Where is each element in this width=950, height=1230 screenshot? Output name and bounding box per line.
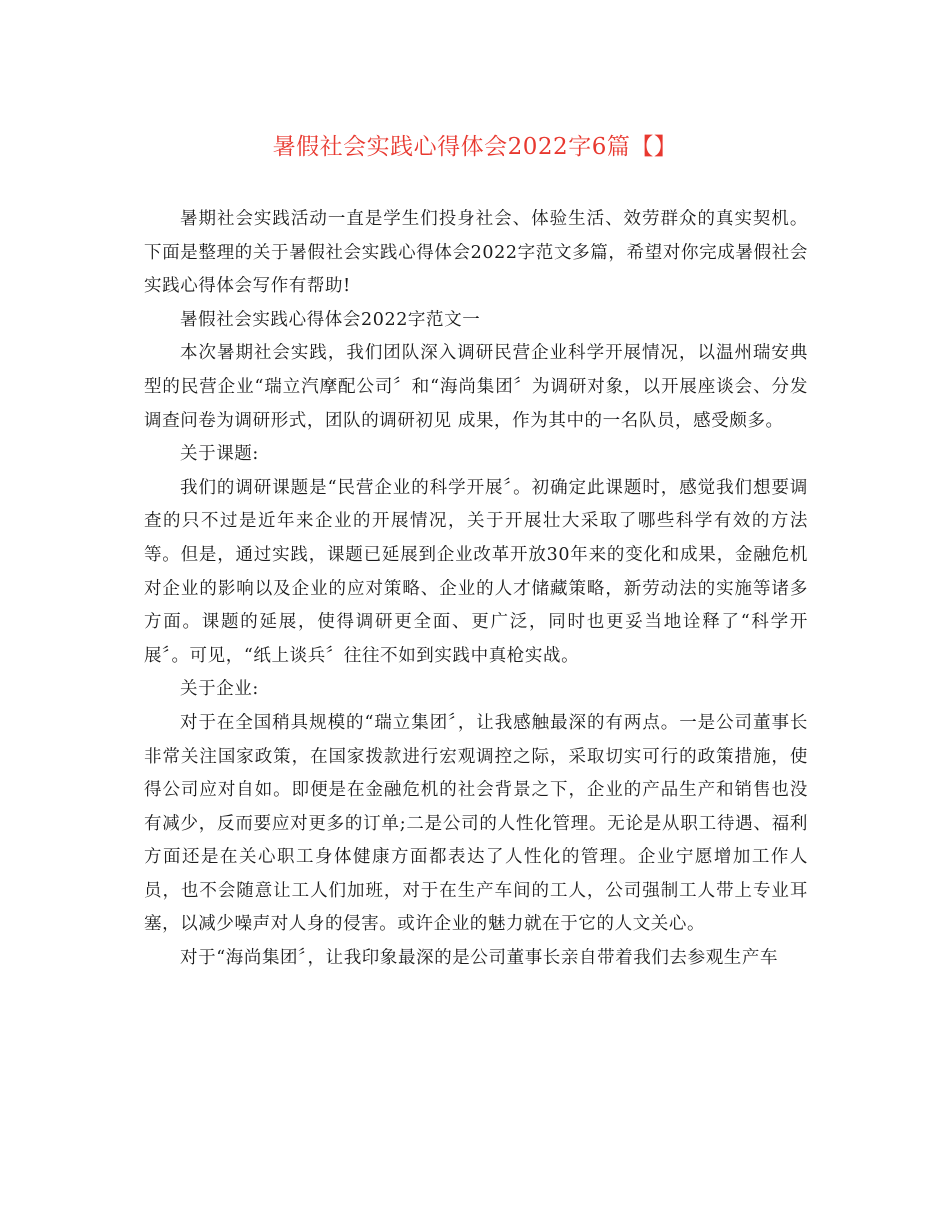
paragraph-enterprise-heading: 关于企业:: [180, 679, 259, 700]
paragraph-topic: 我们的调研课题是“民营企业的科学开展〞。初确定此课题时，感觉我们想要调查的只不过是近年来企业的开展情况，关于开展壮大采取了哪些科学有效的方法等。但是，通过实践，课题已延展到企业改革开放30年来的变化和成果，金融危机对企业的影响以及企业的应对策略、企业的人才储藏策略，新劳动法的实施等诸多方面。课题的延展，使得调研更全面、更广泛，同时也更妥当地诠释了“科学开展〞。可见，“纸上谈兵〞往往不如到实践中真枪实战。: [144, 477, 808, 666]
paragraph-intro: 暑期社会实践活动一直是学生们投身社会、体验生活、效劳群众的真实契机。下面是整理的关于暑假社会实践心得体会2022字范文多篇，希望对你完成暑假社会实践心得体会写作有帮助!: [144, 209, 808, 297]
paragraph-section-heading: 暑假社会实践心得体会2022字范文一: [180, 309, 481, 330]
document-title: 暑假社会实践心得体会2022字6篇【】: [272, 134, 678, 160]
paragraph-practice-overview: 本次暑期社会实践，我们团队深入调研民营企业科学开展情况，以温州瑞安典型的民营企业“瑞立汽摩配公司〞和“海尚集团〞为调研对象，以开展座谈会、分发调查问卷为调研形式，团队的调研初见 成果，作为其中的一名队员，感受颇多。: [144, 343, 808, 431]
paragraph-haishang: 对于“海尚集团〞，让我印象最深的是公司董事长亲自带着我们去参观生产车: [180, 948, 779, 969]
paragraph-ruili: 对于在全国稍具规模的“瑞立集团〞，让我感触最深的有两点。一是公司董事长非常关注国家政策，在国家拨款进行宏观调控之际，采取切实可行的政策措施，使得公司应对自如。即便是在金融危机的社会背景之下，企业的产品生产和销售也没有减少，反而要应对更多的订单;二是公司的人性化管理。无论是从职工待遇、福利方面还是在关心职工身体健康方面都表达了人性化的管理。企业宁愿增加工作人员，也不会随意让工人们加班，对于在生产车间的工人，公司强制工人带上专业耳塞，以减少噪声对人身的侵害。或许企业的魅力就在于它的人文关心。: [144, 712, 808, 935]
paragraph-topic-heading: 关于课题:: [180, 444, 259, 465]
document-body: [144, 203, 808, 976]
